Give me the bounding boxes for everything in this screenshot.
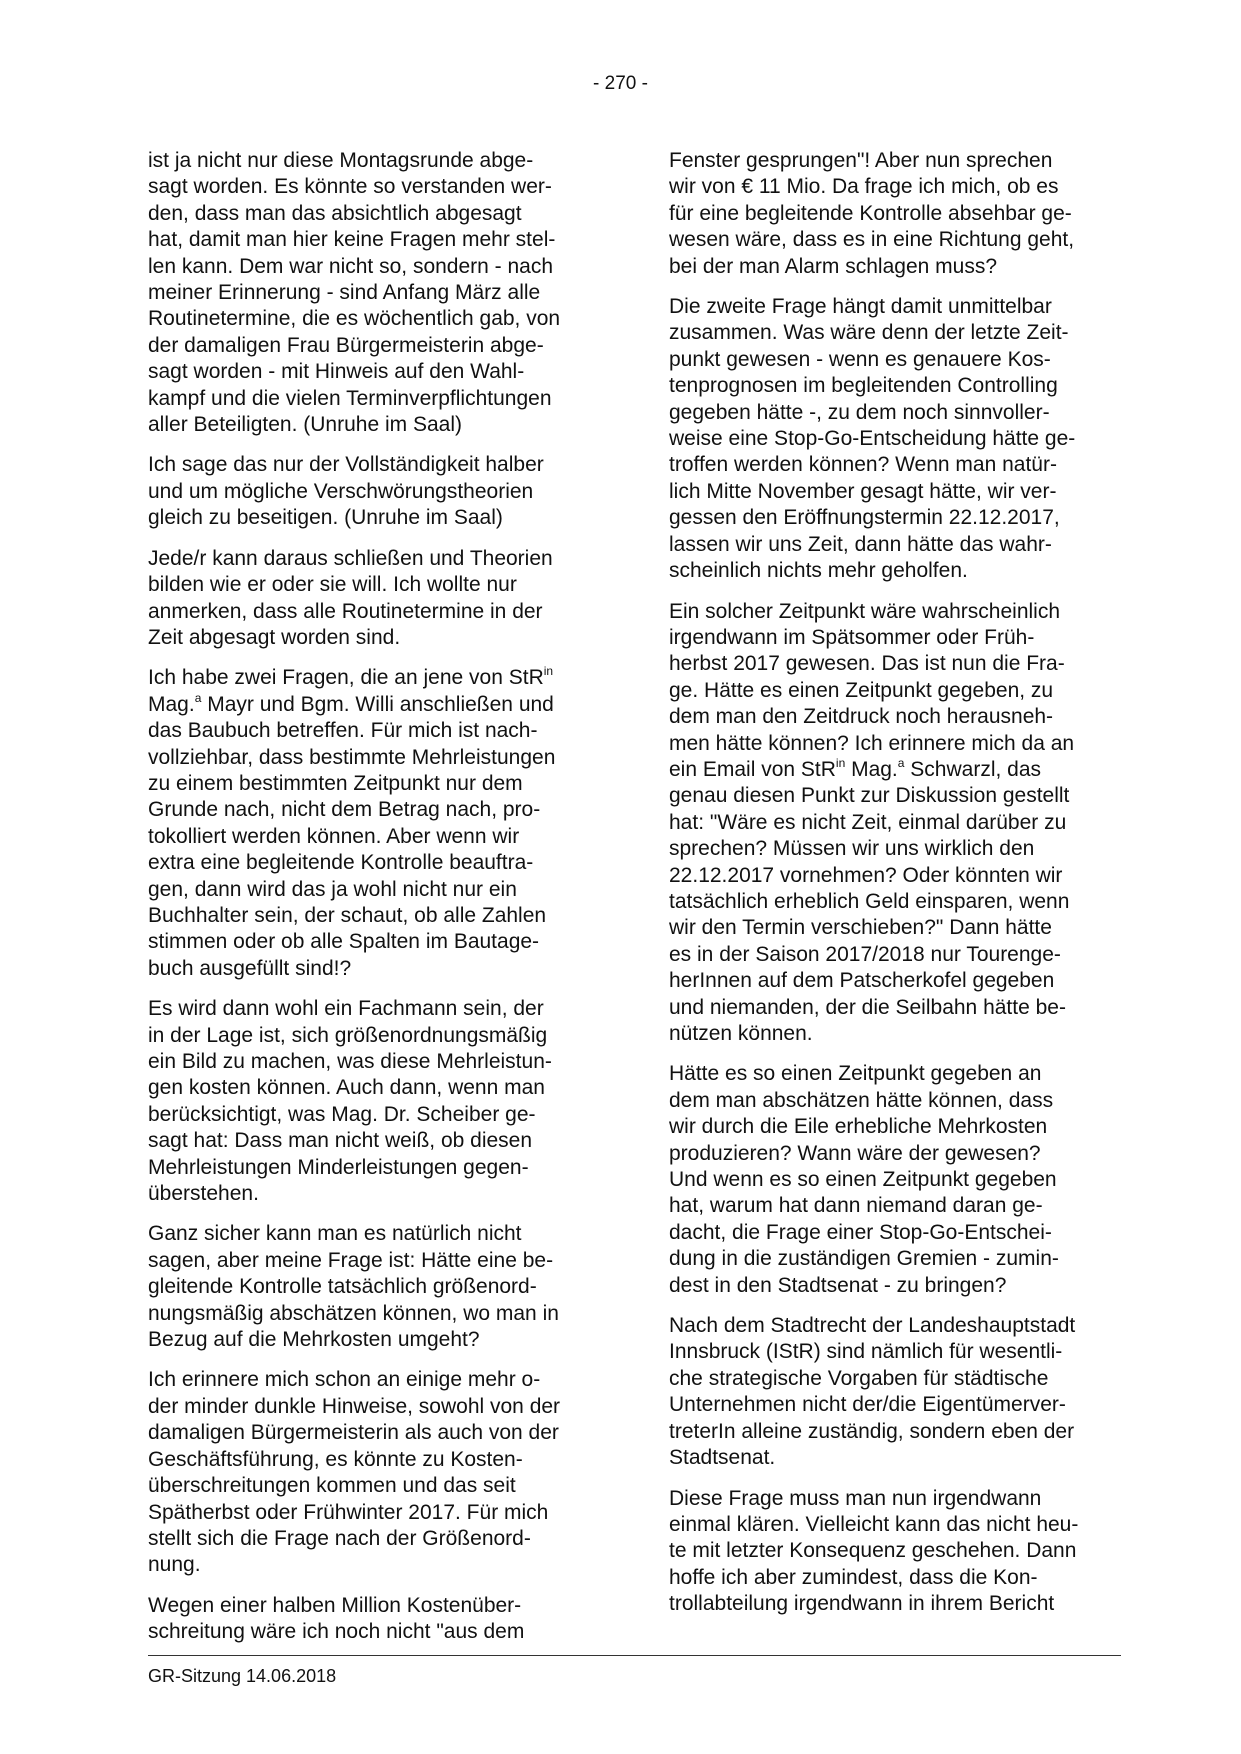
superscript: in xyxy=(835,755,846,770)
paragraph: Jede/r kann daraus schließen und Theorien bilden wie er oder sie will. Ich wollte nur anmerken, dass alle Routinetermine in der Zeit abgesagt worden sind. xyxy=(148,546,553,649)
footer-divider xyxy=(148,1655,1121,1656)
paragraph: Fenster gesprungen"! Aber nun sprechen wir von € 11 Mio. Da frage ich mich, ob es für eine begleitende Kontrolle absehbar ge- wesen wäre, dass es in eine Richtung geht, bei der man Alarm schlagen muss? xyxy=(669,149,1075,278)
footer-session-date: GR-Sitzung 14.06.2018 xyxy=(148,1666,337,1686)
paragraph-text: Mag. xyxy=(845,757,898,781)
paragraph-text: Mag. xyxy=(148,692,195,716)
paragraph xyxy=(669,599,1121,1048)
paragraph: ist ja nicht nur diese Montagsrunde abge- sagt worden. Es könnte so verstanden wer- den, dass man das absichtlich abgesagt hat, damit man hier keine Fragen mehr stel- len kann. Dem war nicht so, sondern - nach meiner Erinnerung - sind Anfang März alle Routinetermine, die es wöchentlich gab, von der damaligen Frau Bürgermeisterin abge- sagt worden - mit Hinweis auf den Wahl- kampf und die vielen Terminverpflichtungen aller Beteiligten. (Unruhe im Saal) xyxy=(148,149,561,437)
superscript: in xyxy=(543,664,554,679)
paragraph: Diese Frage muss man nun irgendwann einmal klären. Vielleicht kann das nicht heu- te mit letzter Konsequenz geschehen. Dann hoffe ich aber zumindest, dass die Kon- trollabteilung irgendwann in ihrem Bericht xyxy=(669,1486,1079,1616)
paragraph: Es wird dann wohl ein Fachmann sein, der in der Lage ist, sich größenordnungsmäßig ein Bild zu machen, was diese Mehrleistun- gen kosten können. Auch dann, wenn man berücksichtigt, was Mag. Dr. Scheiber ge- sagt hat: Dass man nicht weiß, ob diesen Mehrleistungen Minderleistungen gegen- überstehen. xyxy=(148,997,552,1206)
paragraph: Ganz sicher kann man es natürlich nicht sagen, aber meine Frage ist: Hätte eine be- gleitende Kontrolle tatsächlich größenord- nungsmäßig abschätzen können, wo man in Bezug auf die Mehrkosten umgeht? xyxy=(148,1222,559,1352)
paragraph: Hätte es so einen Zeitpunkt gegeben an dem man abschätzen hätte können, dass wir durch die Eile erhebliche Mehrkosten produzieren? Wann wäre der gewesen? Und wenn es so einen Zeitpunkt gegeben hat, warum hat dann niemand daran ge- dacht, die Frage einer Stop-Go-Entschei- dung in die zuständigen Gremien - zumin- dest in den Stadtsenat - zu bringen? xyxy=(669,1062,1059,1297)
paragraph: Die zweite Frage hängt damit unmittelbar zusammen. Was wäre denn der letzte Zeit- punkt gewesen - wenn es genauere Kos- tenprognosen im begleitenden Controlling gegeben hätte -, zu dem noch sinnvoller- weise eine Stop-Go-Entscheidung hätte ge- troffen werden können? Wenn man natür- lich Mitte November gesagt hätte, wir ver- gessen den Eröffnungstermin 22.12.2017, lassen wir uns Zeit, dann hätte das wahr- scheinlich nichts mehr geholfen. xyxy=(669,295,1076,583)
paragraph-text: Mayr und Bgm. Willi anschließen und das Baubuch betreffen. Für mich ist nach- vollziehbar, dass bestimmte Mehrleistungen zu einem bestimmten Zeitpunkt nur dem Grunde nach, nicht dem Betrag nach, pro- tokolliert werden können. Aber wenn wir extra eine begleitende Kontrolle beauftra- gen, dann wird das ja wohl nicht nur ein Buchhalter sein, der schaut, ob alle Zahlen stimmen oder ob alle Spalten im Bautage- buch ausgefüllt sind!? xyxy=(148,692,556,980)
superscript: a xyxy=(194,690,202,705)
paragraph-text: Ein solcher Zeitpunkt wäre wahrscheinlich irgendwann im Spätsommer oder Früh- herbst 2017 gewesen. Das ist nun die Fra- ge. Hätte es einen Zeitpunkt gegeben, zu dem man den Zeitdruck noch herausneh- men hätte können? Ich erinnere mich da an ein Email von StR xyxy=(669,599,1075,781)
paragraph: Nach dem Stadtrecht der Landeshauptstadt Innsbruck (IStR) sind nämlich für wesentli- che strategische Vorgaben für städtische Unternehmen nicht der/die Eigentümerver- treterIn alleine zuständig, sondern eben der Stadtsenat. xyxy=(669,1314,1076,1470)
superscript: a xyxy=(897,755,905,770)
paragraph-text: Ich habe zwei Fragen, die an jene von StR xyxy=(148,666,544,690)
paragraph xyxy=(148,665,600,982)
paragraph: Wegen einer halben Million Kostenüber- schreitung wäre ich noch nicht "aus dem xyxy=(148,1593,525,1644)
paragraph: Ich sage das nur der Vollständigkeit halber und um mögliche Verschwörungstheorien gleich zu beseitigen. (Unruhe im Saal) xyxy=(148,453,544,530)
right-column xyxy=(669,148,1121,1618)
left-column xyxy=(148,148,600,1646)
paragraph: Ich erinnere mich schon an einige mehr o- der minder dunkle Hinweise, sowohl von der damaligen Bürgermeisterin als auch von der Geschäftsführung, es könnte zu Kosten- überschreitungen kommen und das seit Spätherbst oder Frühwinter 2017. Für mich stellt sich die Frage nach der Größenord- nung. xyxy=(148,1368,561,1577)
paragraph-text: Schwarzl, das genau diesen Punkt zur Diskussion gestellt hat: "Wäre es nicht Zeit, einmal darüber zu sprechen? Müssen wir uns wirklich den 22.12.2017 vornehmen? Oder könnten wir tatsächlich erheblich Geld einsparen, wenn wir den Termin verschieben?" Dann hätte es in der Saison 2017/2018 nur Tourenge- herInnen auf dem Patscherkofel gegeben und niemanden, der die Seilbahn hätte be- nützen können. xyxy=(669,757,1070,1045)
page-number: - 270 - xyxy=(593,73,648,94)
